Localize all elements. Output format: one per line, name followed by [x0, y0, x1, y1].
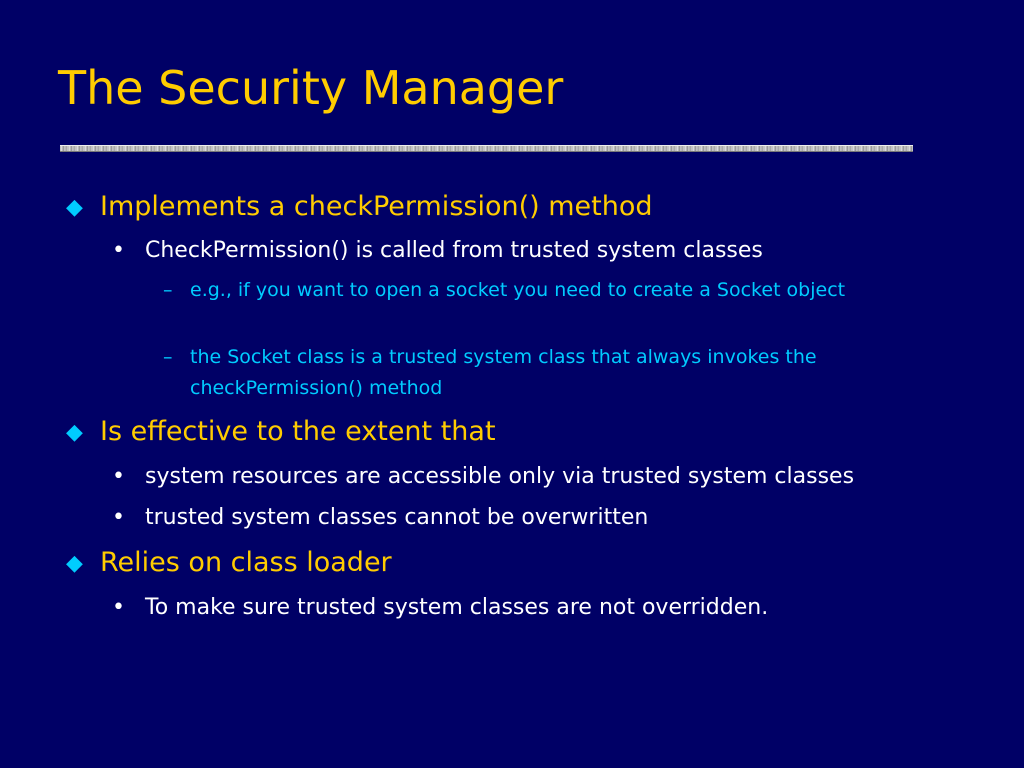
bullet-level3-text: the Socket class is a trusted system class that always invokes the checkPermission() method	[190, 346, 817, 399]
bullet-dot-icon: •	[112, 505, 125, 530]
bullet-level2-text: To make sure trusted system classes are not overridden.	[145, 595, 769, 620]
bullet-level2-text: trusted system classes cannot be overwritten	[145, 505, 649, 530]
dash-icon: –	[163, 279, 173, 301]
bullet-level1-text: Is effective to the extent that	[100, 416, 496, 447]
dash-icon: –	[163, 346, 173, 368]
bullet-dot-icon: •	[112, 595, 125, 620]
bullet-level2-text: CheckPermission() is called from trusted system classes	[145, 238, 763, 263]
bullet-dot-icon: •	[112, 238, 125, 263]
diamond-icon: ◆	[66, 420, 83, 445]
diamond-icon: ◆	[66, 551, 83, 576]
bullet-level1-text: Implements a checkPermission() method	[100, 191, 653, 222]
bullet-level2-text: system resources are accessible only via trusted system classes	[145, 464, 855, 489]
slide-title: The Security Manager	[58, 61, 564, 115]
bullet-dot-icon: •	[112, 464, 125, 489]
bullet-level1-text: Relies on class loader	[100, 547, 392, 578]
bullet-level3-text: e.g., if you want to open a socket you need to create a Socket object	[190, 279, 846, 301]
diamond-icon: ◆	[66, 195, 83, 220]
